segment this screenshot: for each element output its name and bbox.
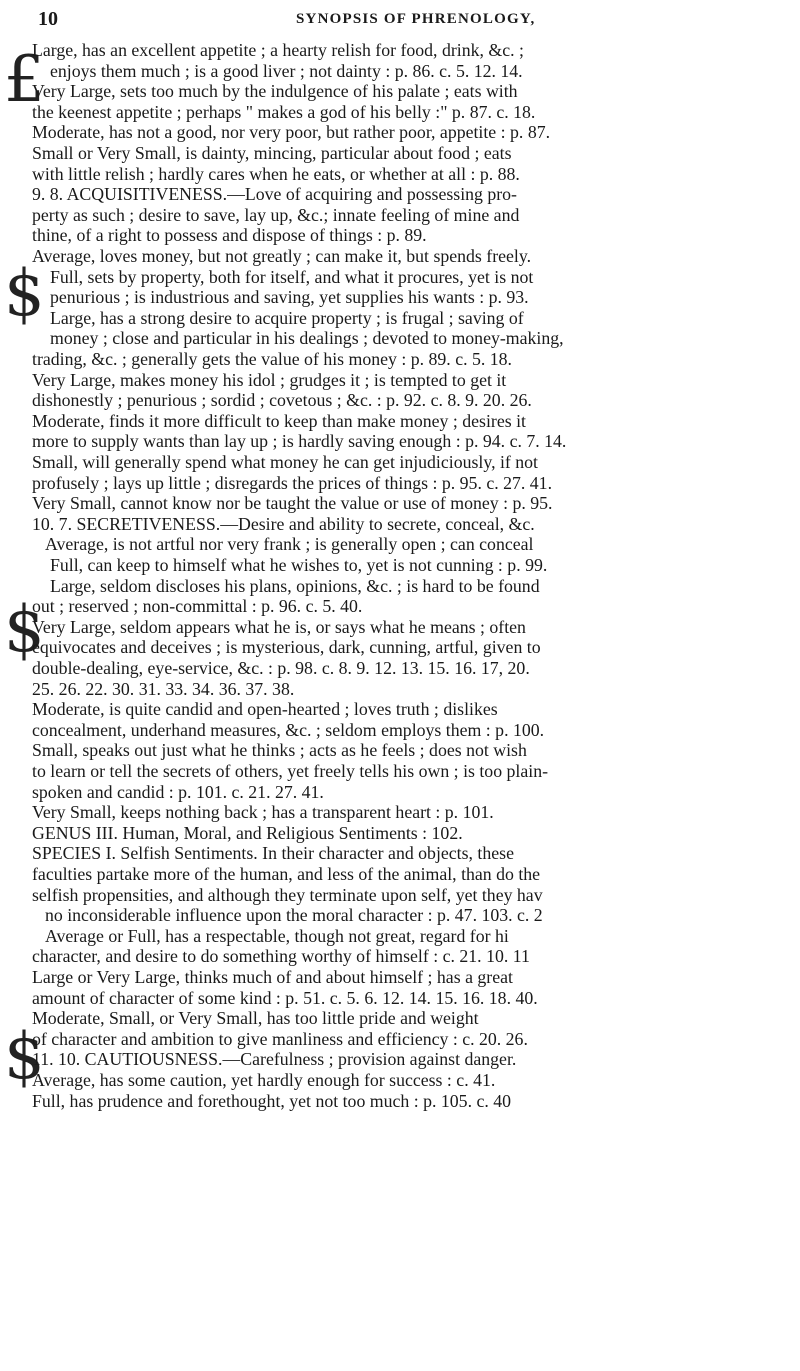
text-line: Very Large, sets too much by the indulgence of his palate ; eats with <box>32 81 518 102</box>
text-line: perty as such ; desire to save, lay up, &c.; innate feeling of mine and <box>32 204 520 225</box>
text-line: Average, is not artful nor very frank ; is generally open ; can conceal <box>45 534 534 555</box>
text-line: Very Large, seldom appears what he is, or says what he means ; often <box>32 616 526 637</box>
text-line: penurious ; is industrious and saving, yet supplies his wants : p. 93. <box>50 287 529 308</box>
text-line: selfish propensities, and although they terminate upon self, yet they hav <box>32 884 543 905</box>
text-line: 10. 7. SECRETIVENESS.—Desire and ability to secrete, conceal, &c. <box>32 513 535 534</box>
text-line: Full, has prudence and forethought, yet not too much : p. 105. c. 40 <box>32 1090 512 1111</box>
text-line: Large, has an excellent appetite ; a hearty relish for food, drink, &c. ; <box>32 40 524 60</box>
text-line: 11. 10. CAUTIOUSNESS.—Carefulness ; provision against danger. <box>32 1049 517 1070</box>
text-line: Average, has some caution, yet hardly enough for success : c. 41. <box>32 1070 496 1090</box>
text-line: Moderate, Small, or Very Small, has too little pride and weight <box>32 1008 479 1029</box>
text-line: enjoys them much ; is a good liver ; not dainty : p. 86. c. 5. 12. 14. <box>50 60 523 81</box>
text-line: Full, sets by property, both for itself, and what it procures, yet is not <box>50 266 534 287</box>
text-line: dishonestly ; penurious ; sordid ; covetous ; &c. : p. 92. c. 8. 9. 20. 26. <box>32 390 532 411</box>
text-line: with little relish ; hardly cares when he eats, or whether at all : p. 88. <box>32 163 520 184</box>
text-line: money ; close and particular in his dealings ; devoted to money-making, <box>50 328 564 349</box>
margin-mark-2: $ <box>4 257 45 331</box>
text-line: GENUS III. Human, Moral, and Religious Sentiments : 102. <box>32 822 463 843</box>
text-line: character, and desire to do something worthy of himself : c. 21. 10. 11 <box>32 946 530 967</box>
text-line: Moderate, is quite candid and open-hearted ; loves truth ; dislikes <box>32 699 498 720</box>
text-line: equivocates and deceives ; is mysterious, dark, cunning, artful, given to <box>32 637 541 658</box>
text-line: Moderate, has not a good, nor very poor, but rather poor, appetite : p. 87. <box>32 122 551 143</box>
text-line: amount of character of some kind : p. 51. c. 5. 6. 12. 14. 15. 16. 18. 40. <box>32 987 538 1008</box>
text-line: out ; reserved ; non-committal : p. 96. c. 5. 40. <box>32 596 363 617</box>
text-line: Large or Very Large, thinks much of and about himself ; has a great <box>32 967 513 987</box>
text-line: Full, can keep to himself what he wishes to, yet is not cunning : p. 99. <box>50 555 548 575</box>
text-line: Very Large, makes money his idol ; grudges it ; is tempted to get it <box>32 369 507 390</box>
margin-mark-1: £ <box>4 43 45 117</box>
text-line: Small or Very Small, is dainty, mincing, particular about food ; eats <box>32 143 512 163</box>
text-line: Moderate, finds it more difficult to keep than make money ; desires it <box>32 410 526 431</box>
text-line: Very Small, keeps nothing back ; has a transparent heart : p. 101. <box>32 802 494 823</box>
page-number: 10 <box>38 8 58 30</box>
text-line: Large, has a strong desire to acquire property ; is frugal ; saving of <box>50 307 524 328</box>
text-line: Average or Full, has a respectable, though not great, regard for hi <box>45 925 509 946</box>
running-title: SYNOPSIS OF PHRENOLOGY, <box>296 11 536 27</box>
text-line: Large, seldom discloses his plans, opinions, &c. ; is hard to be found <box>50 575 540 596</box>
text-line: more to supply wants than lay up ; is hardly saving enough : p. 94. c. 7. 14. <box>32 431 567 452</box>
text-line: faculties partake more of the human, and less of the animal, than do the <box>32 864 541 884</box>
text-line: the keenest appetite ; perhaps " makes a god of his belly :" p. 87. c. 18. <box>32 101 536 122</box>
text-line: double-dealing, eye-service, &c. : p. 98. c. 8. 9. 12. 13. 15. 16. 17, 20. <box>32 658 530 678</box>
text-line: concealment, underhand measures, &c. ; seldom employs them : p. 100. <box>32 719 545 740</box>
margin-mark-3: $ <box>4 593 45 667</box>
text-line: of character and ambition to give manliness and efficiency : c. 20. 26. <box>32 1028 528 1049</box>
text-line: thine, of a right to possess and dispose of things : p. 89. <box>32 225 427 246</box>
text-line: spoken and candid : p. 101. c. 21. 27. 41. <box>32 781 324 802</box>
text-line: trading, &c. ; generally gets the value of his money : p. 89. c. 5. 18. <box>32 349 512 369</box>
margin-mark-4: $ <box>4 1020 45 1094</box>
text-line: Average, loves money, but not greatly ; can make it, but spends freely. <box>32 246 532 266</box>
text-line: SPECIES I. Selfish Sentiments. In their character and objects, these <box>32 843 514 864</box>
text-line: Very Small, cannot know nor be taught the value or use of money : p. 95. <box>32 493 553 514</box>
text-line: 25. 26. 22. 30. 31. 33. 34. 36. 37. 38. <box>32 678 295 699</box>
text-line: profusely ; lays up little ; disregards the prices of things : p. 95. c. 27. 41. <box>32 472 553 493</box>
text-line: no inconsiderable influence upon the moral character : p. 47. 103. c. 2 <box>45 905 543 926</box>
page-header <box>38 8 778 34</box>
text-line: Small, will generally spend what money he can get injudiciously, if not <box>32 452 539 472</box>
text-line: to learn or tell the secrets of others, yet freely tells his own ; is too plain- <box>32 761 549 781</box>
text-line: 9. 8. ACQUISITIVENESS.—Love of acquiring and possessing pro- <box>32 184 517 205</box>
text-line: Small, speaks out just what he thinks ; acts as he feels ; does not wish <box>32 740 527 761</box>
